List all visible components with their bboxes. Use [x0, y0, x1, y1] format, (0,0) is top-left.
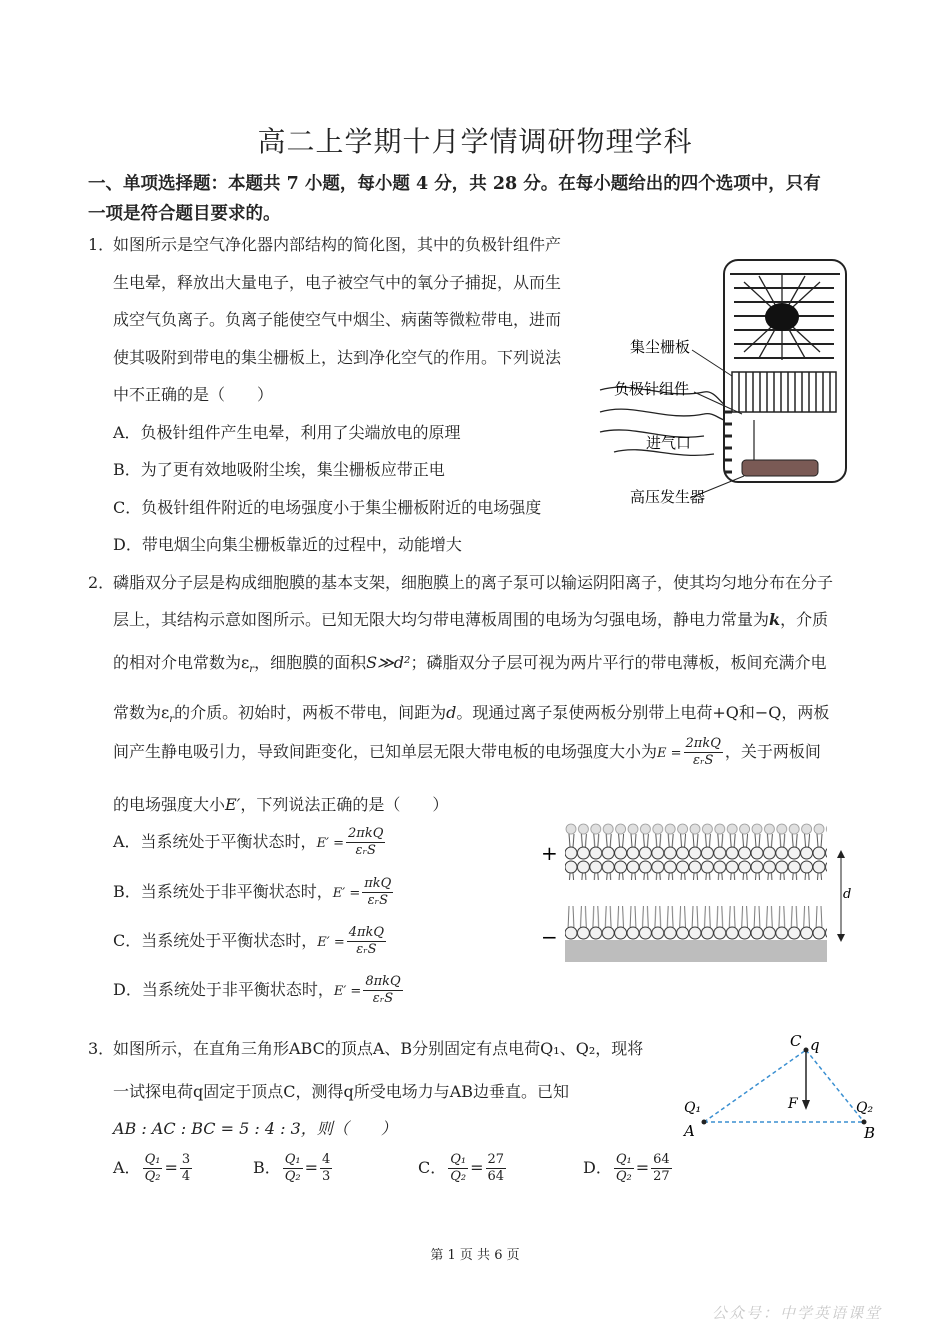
q3-option-a: A． $\frac{\text{Q₁}}{\text{Q₂}}$ = $\frac{3}{4}$ [113, 1152, 191, 1184]
q2-stem-line: 磷脂双分子层是构成细胞膜的基本支架，细胞膜上的离子泵可以输运阴阳离子，使其均匀地分布在分子 [113, 573, 834, 592]
q1-stem-line: 如图所示是空气净化器内部结构的简化图，其中的负极针组件产 [113, 235, 562, 254]
q2-option-c: C．当系统处于平衡状态时，E′ = $\frac{\text{4πkQ}}{\text{εᵣS}}$ [113, 925, 385, 957]
label-hv-generator: 高压发生器 [630, 488, 706, 506]
charge-q2-label: Q₂ [856, 1100, 874, 1116]
q2-number: 2． [88, 573, 115, 592]
force-f-label: F [788, 1096, 798, 1112]
q2-option-a: A．当系统处于平衡状态时，E′ = $\frac{\text{2πkQ}}{\text{εᵣS}}$ [113, 826, 384, 858]
charge-q-label: q [810, 1036, 820, 1054]
q1-option-b: B．为了更有效地吸附尘埃，集尘栅板应带正电 [113, 460, 445, 479]
vertex-c-label: C [790, 1032, 802, 1050]
q2-option-d: D．当系统处于非平衡状态时，E′ = $\frac{\text{8πkQ}}{\text{εᵣS}}$ [113, 974, 401, 1006]
vertex-a-label: A [684, 1122, 695, 1140]
section-heading-line2: 一项是符合题目要求的。 [88, 204, 281, 224]
q3-stem-line: AB : AC : BC = 5 : 4 : 3，则（ ） [113, 1119, 397, 1138]
q1-option-d: D．带电烟尘向集尘栅板靠近的过程中，动能增大 [113, 535, 462, 554]
vertex-b-label: B [864, 1124, 876, 1142]
q2-stem-line: 层上，其结构示意如图所示。已知无限大均匀带电薄板周围的电场为匀强电场，静电力常量为k，介质 [113, 610, 829, 629]
q3-option-c: C． $\frac{\text{Q₁}}{\text{Q₂}}$ = $\frac{27}{64}$ [418, 1152, 505, 1184]
q2-stem-line: 的电场强度大小E′，下列说法正确的是（ ） [113, 795, 449, 814]
label-dust-plate: 集尘栅板 [630, 338, 691, 356]
q3-option-b: B． $\frac{\text{Q₁}}{\text{Q₂}}$ = $\frac{4}{3}$ [253, 1152, 331, 1184]
q1-stem-line: 中不正确的是（ ） [113, 385, 274, 404]
q1-stem-line: 成空气负离子。负离子能使空气中烟尘、病菌等微粒带电，进而 [113, 310, 562, 329]
section-heading-line1: 一、单项选择题：本题共 7 小题，每小题 4 分，共 28 分。在每小题给出的四个选项中，只有 [88, 174, 821, 194]
minus-sign: − [541, 925, 558, 949]
q2-stem-line: 常数为$\varepsilon_r$的介质。初始时，两板不带电，间距为d。现通过离子泵使两板分别带上电荷+Q和−Q，两板 [113, 703, 830, 726]
charge-q1-label: Q₁ [684, 1100, 702, 1116]
q2-option-b: B．当系统处于非平衡状态时，E′ = $\frac{\text{πkQ}}{\text{εᵣS}}$ [113, 876, 392, 908]
triangle-figure [676, 1028, 886, 1148]
q1-option-c: C．负极针组件附近的电场强度小于集尘栅板附近的电场强度 [113, 498, 542, 517]
q1-stem-line: 使其吸附到带电的集尘栅板上，达到净化空气的作用。下列说法 [113, 348, 562, 367]
air-purifier-figure [594, 252, 854, 512]
label-air-inlet: 进气口 [646, 434, 692, 452]
label-needle-assembly: 负极针组件 [614, 380, 690, 398]
watermark: 公众号：中学英语课堂 [712, 1304, 883, 1322]
q1-stem-line: 生电晕，释放出大量电子，电子被空气中的氧分子捕捉，从而生 [113, 273, 562, 292]
gap-label-d: d [843, 887, 852, 902]
q2-stem-line: 间产生静电吸引力，导致间距变化，已知单层无限大带电板的电场强度大小为E = $\frac{\text{2πkQ}}{\text{εᵣS}}$ ，关于两板间 [113, 736, 821, 768]
q3-option-d: D． $\frac{\text{Q₁}}{\text{Q₂}}$ = $\frac{64}{27}$ [583, 1152, 670, 1184]
q3-stem-line: 如图所示，在直角三角形ABC的顶点A、B分别固定有点电荷Q₁、Q₂，现将 [113, 1039, 644, 1058]
bilayer-figure [535, 820, 855, 970]
q1-number: 1． [88, 235, 115, 254]
page-footer: 第 1 页 共 6 页 [430, 1248, 520, 1263]
q1-option-a: A．负极针组件产生电晕，利用了尖端放电的原理 [113, 423, 461, 442]
q2-stem-line: 的相对介电常数为$\varepsilon_r$，细胞膜的面积S≫d²；磷脂双分子层可视为两片平行的带电薄板，板间充满介电 [113, 653, 827, 676]
page-title: 高二上学期十月学情调研物理学科 [257, 125, 693, 158]
q3-stem-line: 一试探电荷q固定于顶点C，测得q所受电场力与AB边垂直。已知 [113, 1082, 570, 1101]
q3-number: 3． [88, 1039, 115, 1058]
plus-sign: + [541, 841, 558, 865]
